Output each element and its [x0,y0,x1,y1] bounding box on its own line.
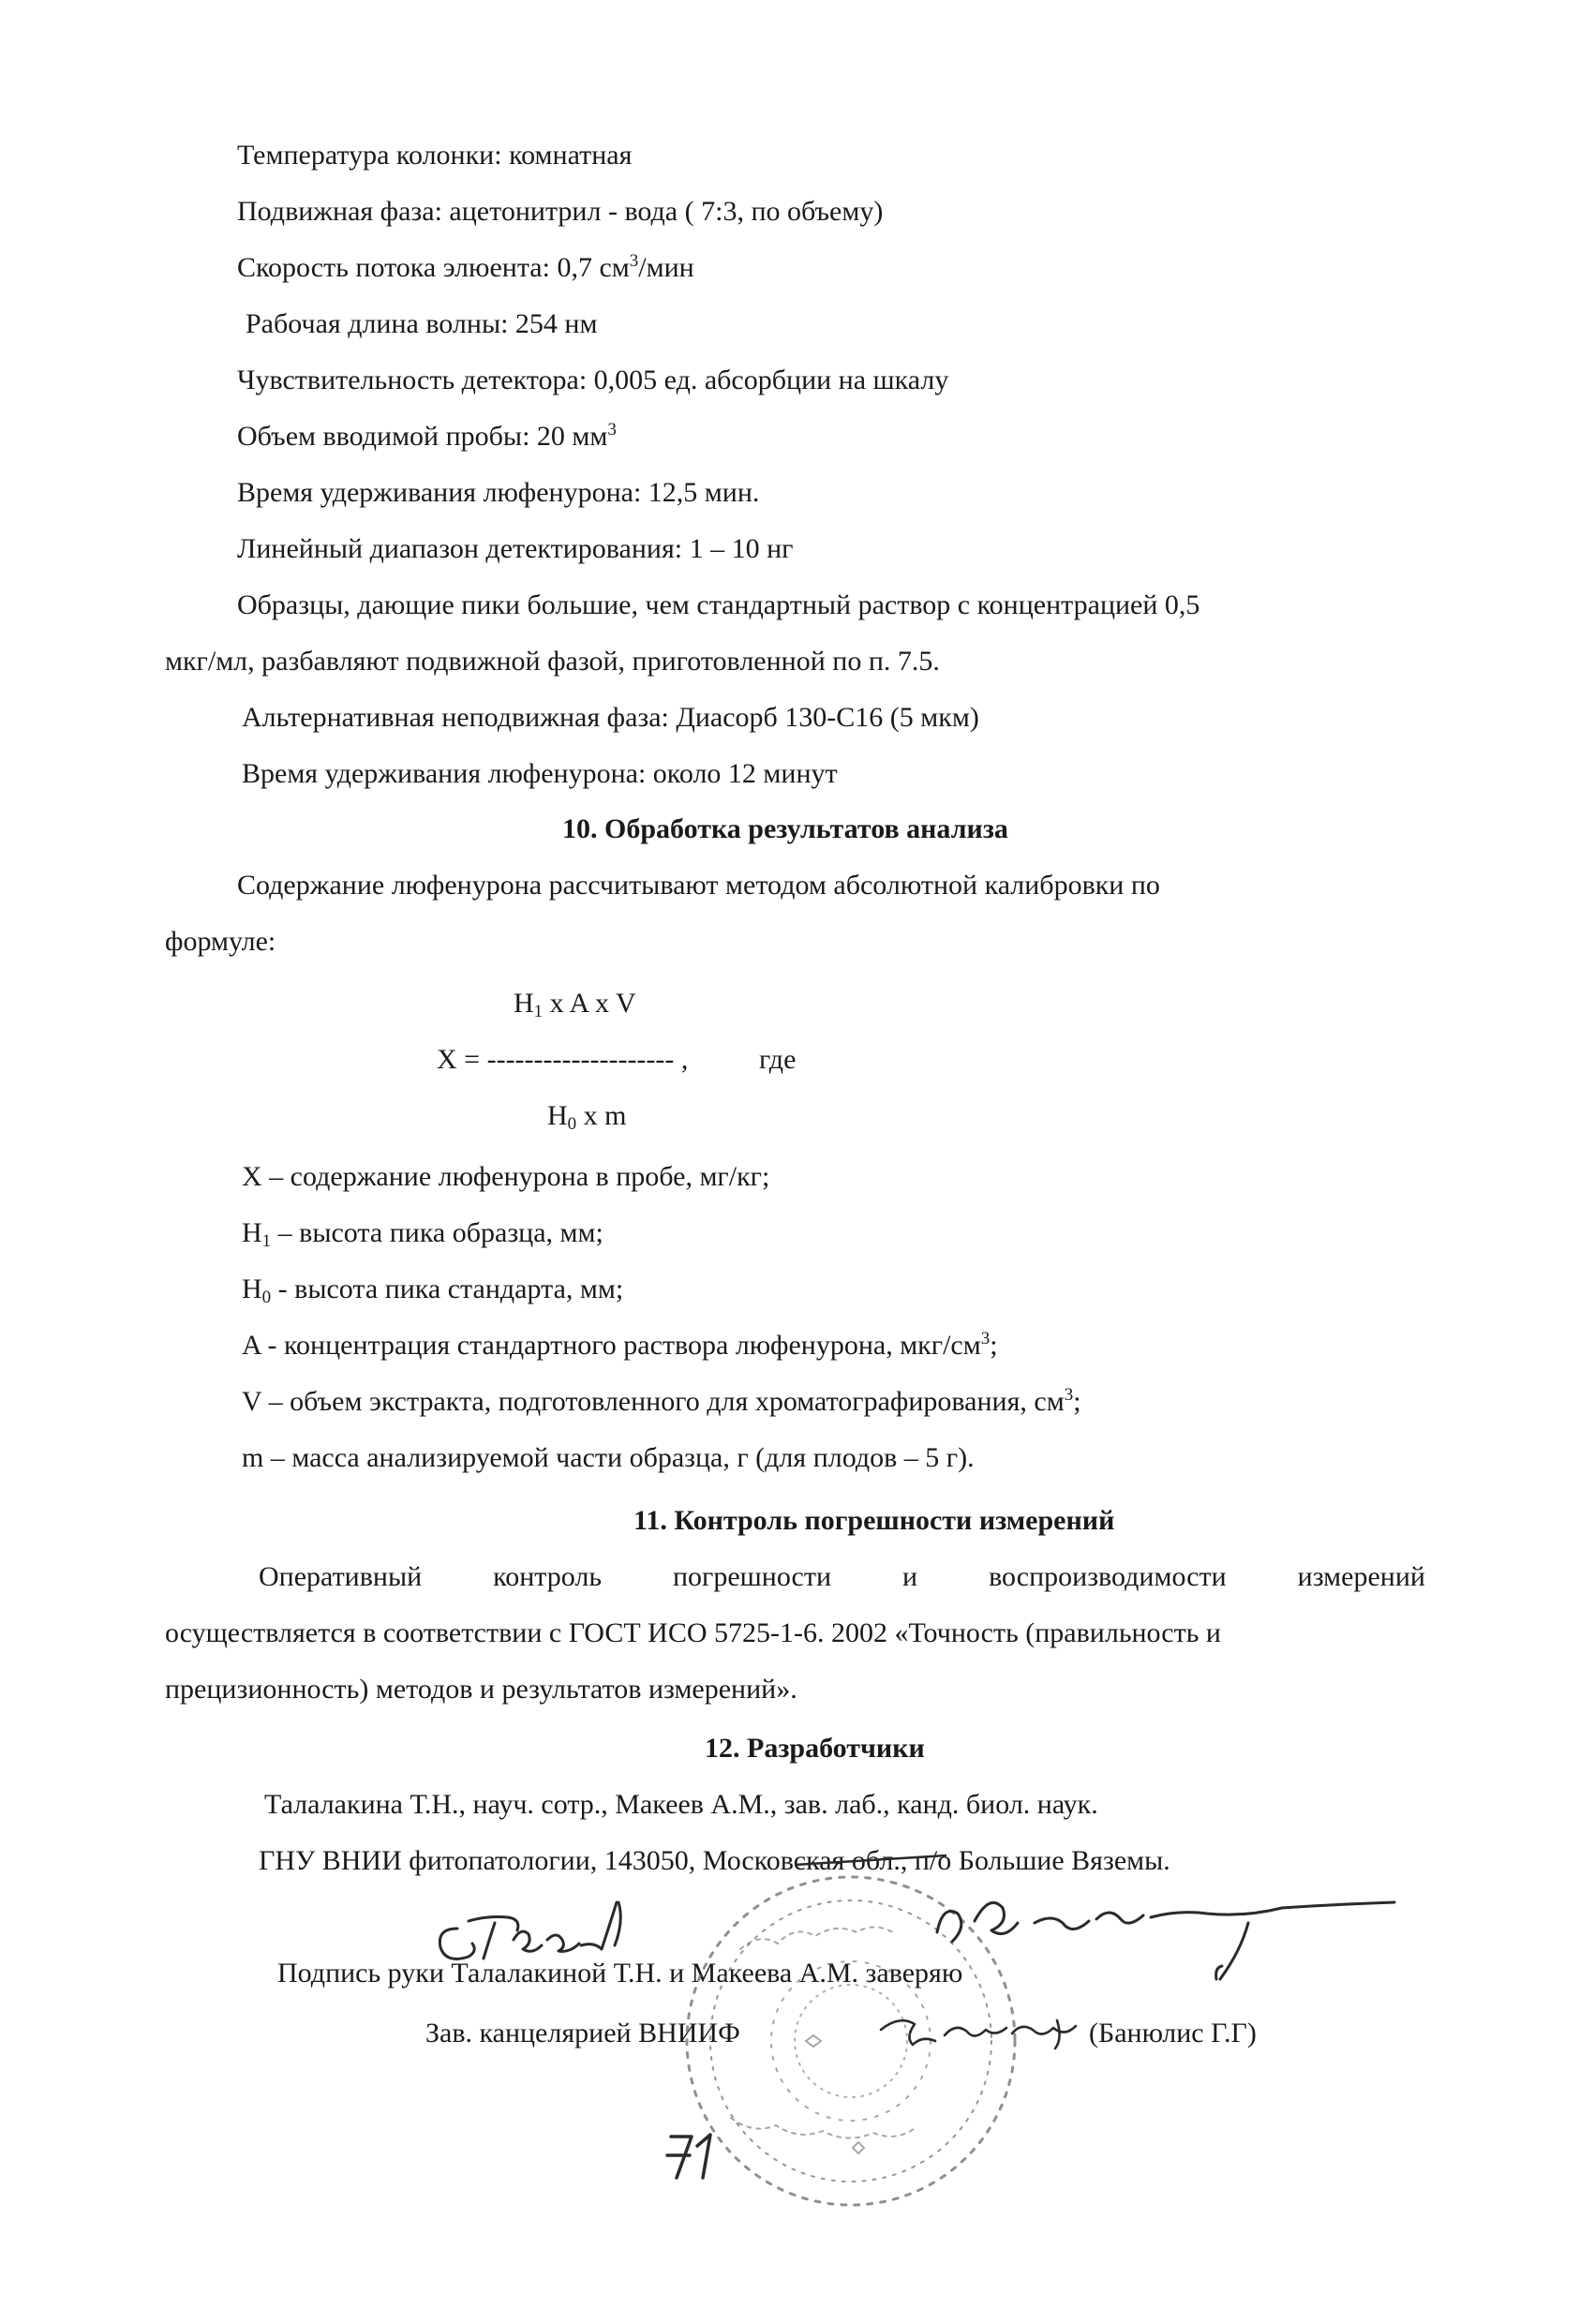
section11-line1 [259,1560,1425,1594]
def-a-text: A - концентрация стандартного раствора люфенурона, мкг/см [242,1330,981,1361]
certification-chancellery-name: (Банюлис Г.Г) [1089,2018,1257,2048]
denominator-h: H [547,1100,568,1131]
param-linear-range: Линейный диапазон детектирования: 1 – 10 нг [237,533,794,564]
def-h0-sub: 0 [261,1288,272,1307]
def-a [242,1329,998,1363]
section11-word: воспроизводимости [989,1561,1227,1592]
sample-volume-text: Объем вводимой пробы: 20 мм [237,421,608,452]
def-h0-text: - высота пика стандарта, мм; [271,1274,624,1304]
param-flow-rate [237,251,694,285]
def-v-end: ; [1073,1386,1081,1417]
section10-intro-line1: Содержание люфенурона рассчитывают методом абсолютной калибровки по [237,870,1160,901]
signature-talalakina [439,1902,620,1959]
param-samples-line1: Образцы, дающие пики большие, чем стандартный раствор с концентрацией 0,5 [237,589,1200,620]
numerator-rest: x A x V [543,988,636,1019]
section11-word: измерений [1297,1561,1425,1592]
flow-rate-sup: 3 [629,251,639,271]
formula-where: где [759,1044,797,1075]
def-h0-h: H [242,1274,262,1304]
param-sensitivity: Чувствительность детектора: 0,005 ед. абсорбции на шкалу [237,365,949,395]
def-v [242,1385,1081,1419]
section11-word: Оперативный [259,1561,423,1592]
param-sample-volume [237,420,617,454]
page-number [656,2137,731,2183]
param-alt-phase: Альтернативная неподвижная фаза: Диасорб 130-С16 (5 мкм) [242,702,979,733]
param-samples-line2: мкг/мл, разбавляют подвижной фазой, приготовленной по п. 7.5. [165,646,940,677]
signature-banyulis [881,2020,1076,2048]
def-v-text: V – объем экстракта, подготовленного для хроматографирования, см [242,1386,1065,1417]
section11-word: погрешности [672,1561,832,1592]
section10-heading: 10. Обработка результатов анализа [562,813,1008,844]
flow-rate-text: Скорость потока элюента: 0,7 см [237,252,630,283]
def-m: m – масса анализируемой части образца, г (для плодов – 5 г). [242,1442,975,1473]
denominator-rest: x m [576,1100,627,1131]
section11-heading: 11. Контроль погрешности измерений [633,1505,1115,1536]
certification-chancellery: Зав. канцелярией ВНИИФ [425,2018,740,2048]
param-alt-retention: Время удерживания люфенурона: около 12 минут [242,758,838,789]
section12-institute: ГНУ ВНИИ фитопатологии, 143050, Московская обл., п/о Большие Вяземы. [259,1845,1170,1876]
def-a-sup: 3 [980,1329,991,1348]
formula-denominator [547,1099,627,1133]
def-h1-h: H [242,1217,262,1248]
sample-volume-sup: 3 [607,420,617,439]
section11-word: контроль [493,1561,602,1592]
param-retention-time: Время удерживания люфенурона: 12,5 мин. [237,477,760,508]
flow-rate-unit: /мин [638,252,694,283]
signature-makeev [937,1902,1394,1979]
section11-line2: осуществляется в соответствии с ГОСТ ИСО 5725-1-6. 2002 «Точность (правильность и [165,1617,1221,1648]
section12-authors: Талалакина Т.Н., науч. сотр., Макеев А.М., зав. лаб., канд. биол. наук. [264,1789,1098,1820]
section10-intro-line2: формуле: [165,926,276,957]
formula-lhs: X = -------------------- , [437,1044,689,1075]
param-mobile-phase: Подвижная фаза: ацетонитрил - вода ( 7:3, по объему) [237,196,884,227]
denominator-sub: 0 [567,1114,577,1134]
section11-word: и [902,1561,918,1592]
def-a-end: ; [990,1330,998,1361]
def-h0 [242,1273,623,1306]
numerator-h: H [514,988,534,1019]
param-column-temp: Температура колонки: комнатная [237,140,633,171]
numerator-sub: 1 [533,1002,544,1021]
def-h1-text: – высота пика образца, мм; [271,1217,603,1248]
def-h1 [242,1216,603,1250]
param-wavelength: Рабочая длина волны: 254 нм [246,308,598,339]
def-h1-sub: 1 [261,1231,272,1251]
formula-numerator [514,987,636,1020]
certification-signature-line: Подпись руки Талалакиной Т.Н. и Макеева А.М. заверяю [277,1958,963,1989]
def-x: X – содержание люфенурона в пробе, мг/кг; [242,1161,770,1192]
section11-line3: прецизионность) методов и результатов измерений». [165,1674,797,1705]
def-v-sup: 3 [1064,1385,1074,1405]
section12-heading: 12. Разработчики [705,1733,925,1764]
